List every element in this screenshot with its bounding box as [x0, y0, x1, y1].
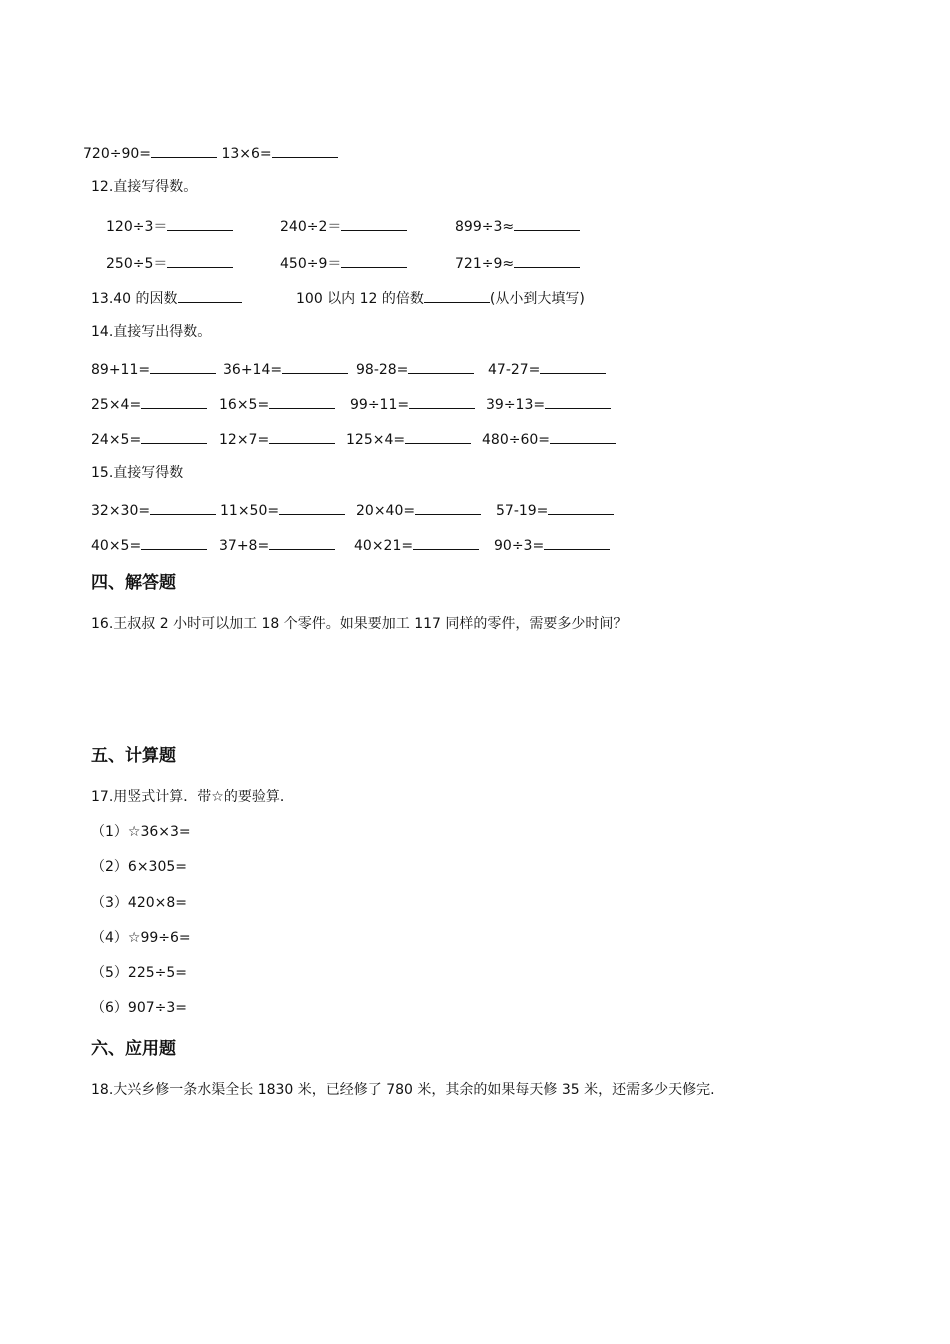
problem: 11×50= — [220, 503, 280, 519]
q14-item — [91, 394, 207, 414]
top-line — [83, 143, 338, 163]
q12-item — [455, 253, 580, 273]
problem: 90÷3= — [494, 538, 545, 554]
problem: 99÷11= — [350, 397, 410, 413]
q14-item — [356, 359, 474, 379]
q12-item — [106, 253, 233, 273]
q17-item: （6）907÷3= — [91, 1000, 187, 1016]
problem: 57-19= — [496, 503, 549, 519]
answer-blank[interactable] — [151, 143, 217, 158]
q15-item — [494, 535, 610, 555]
q14-item — [219, 429, 335, 449]
q14-item — [486, 394, 611, 414]
problem: 37+8= — [219, 538, 270, 554]
q17-item: （2）6×305= — [91, 859, 187, 875]
section-heading: 六、应用题 — [91, 1039, 176, 1059]
problem: 240÷2＝ — [280, 219, 342, 235]
answer-blank[interactable] — [514, 253, 580, 268]
q12-item — [280, 253, 407, 273]
q17-item: （4）☆99÷6= — [91, 930, 191, 946]
problem: 89+11= — [91, 362, 151, 378]
answer-blank[interactable] — [279, 500, 345, 515]
answer-blank[interactable] — [341, 216, 407, 231]
answer-blank[interactable] — [167, 253, 233, 268]
answer-blank[interactable] — [413, 535, 479, 550]
problem: 39÷13= — [486, 397, 546, 413]
problem: 250÷5＝ — [106, 256, 168, 272]
q15-item — [220, 500, 345, 520]
answer-blank[interactable] — [141, 535, 207, 550]
answer-blank[interactable] — [272, 143, 338, 158]
answer-blank[interactable] — [141, 394, 207, 409]
q17-item: （5）225÷5= — [91, 965, 187, 981]
section-heading: 五、计算题 — [91, 746, 176, 766]
problem: 720÷90= — [83, 146, 151, 162]
answer-blank[interactable] — [424, 288, 490, 303]
problem: 125×4= — [346, 432, 406, 448]
problem: 40×21= — [354, 538, 414, 554]
answer-blank[interactable] — [150, 359, 216, 374]
problem: 32×30= — [91, 503, 151, 519]
q14-title: 14.直接写出得数。 — [91, 324, 212, 340]
q13-factors-label: 13.40 的因数 — [91, 291, 178, 307]
q15-item — [91, 535, 207, 555]
q13-line — [91, 288, 242, 308]
problem: 13×6= — [221, 146, 272, 162]
problem: 20×40= — [356, 503, 416, 519]
answer-blank[interactable] — [409, 394, 475, 409]
q12-item — [280, 216, 407, 236]
q17-item: （1）☆36×3= — [91, 824, 191, 840]
problem: 721÷9≈ — [455, 256, 515, 272]
q12-title: 12.直接写得数。 — [91, 179, 198, 195]
answer-blank[interactable] — [548, 500, 614, 515]
q15-item — [91, 500, 216, 520]
problem: 36+14= — [223, 362, 283, 378]
q16-text: 16.王叔叔 2 小时可以加工 18 个零件。如果要加工 117 同样的零件，需要多少时间？ — [91, 616, 628, 632]
answer-blank[interactable] — [167, 216, 233, 231]
answer-blank[interactable] — [544, 535, 610, 550]
problem: 450÷9＝ — [280, 256, 342, 272]
section-heading: 四、解答题 — [91, 573, 176, 593]
problem: 24×5= — [91, 432, 142, 448]
q13-multiples-label: 100 以内 12 的倍数 — [296, 291, 424, 307]
answer-blank[interactable] — [282, 359, 348, 374]
q15-item — [356, 500, 481, 520]
q14-item — [488, 359, 606, 379]
q15-title: 15.直接写得数 — [91, 465, 184, 481]
answer-blank[interactable] — [341, 253, 407, 268]
q18-text: 18.大兴乡修一条水渠全长 1830 米，已经修了 780 米，其余的如果每天修 35 米，还需多少天修完. — [91, 1082, 715, 1098]
q14-item — [91, 359, 216, 379]
answer-blank[interactable] — [269, 394, 335, 409]
problem: 98-28= — [356, 362, 409, 378]
q17-item: （3）420×8= — [91, 895, 187, 911]
q12-item — [455, 216, 580, 236]
answer-blank[interactable] — [550, 429, 616, 444]
problem: 480÷60= — [482, 432, 550, 448]
q14-item — [350, 394, 475, 414]
q15-item — [354, 535, 479, 555]
q13-line2 — [296, 288, 585, 308]
problem: 16×5= — [219, 397, 270, 413]
q14-item — [482, 429, 616, 449]
q12-item — [106, 216, 233, 236]
answer-blank[interactable] — [269, 535, 335, 550]
q15-item — [496, 500, 614, 520]
answer-blank[interactable] — [269, 429, 335, 444]
q14-item — [223, 359, 348, 379]
q15-item — [219, 535, 335, 555]
answer-blank[interactable] — [408, 359, 474, 374]
answer-blank[interactable] — [545, 394, 611, 409]
q14-item — [346, 429, 471, 449]
q14-item — [91, 429, 207, 449]
answer-blank[interactable] — [405, 429, 471, 444]
problem: 40×5= — [91, 538, 142, 554]
problem: 120÷3＝ — [106, 219, 168, 235]
problem: 12×7= — [219, 432, 270, 448]
problem: 899÷3≈ — [455, 219, 515, 235]
problem: 25×4= — [91, 397, 142, 413]
q14-item — [219, 394, 335, 414]
problem: 47-27= — [488, 362, 541, 378]
answer-blank[interactable] — [141, 429, 207, 444]
answer-blank[interactable] — [514, 216, 580, 231]
answer-blank[interactable] — [415, 500, 481, 515]
answer-blank[interactable] — [178, 288, 242, 303]
answer-blank[interactable] — [150, 500, 216, 515]
q13-note: (从小到大填写) — [489, 291, 585, 307]
q17-text: 17.用竖式计算．带☆的要验算． — [91, 789, 294, 805]
answer-blank[interactable] — [540, 359, 606, 374]
